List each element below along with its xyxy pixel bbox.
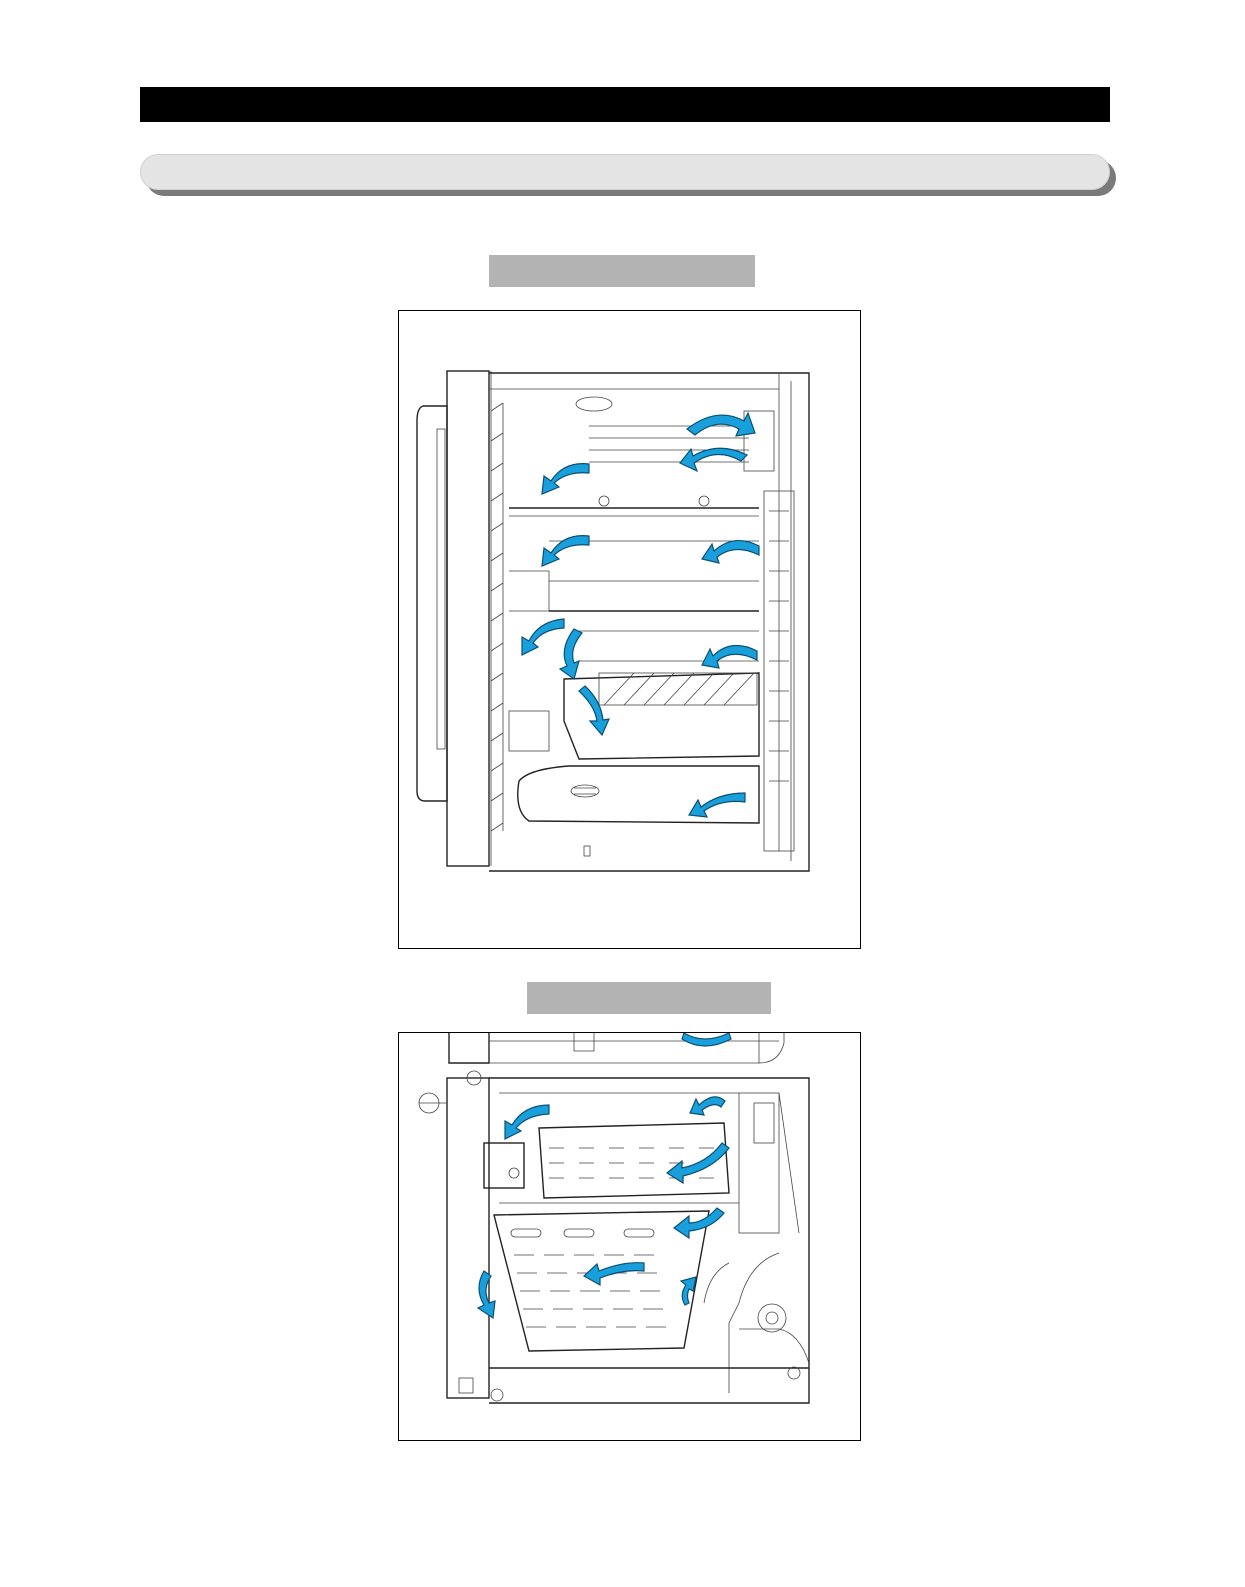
- handle-grip: [437, 429, 445, 749]
- airflow-arrows: [478, 1033, 731, 1318]
- figure-2-airflow-diagram: [399, 1033, 860, 1440]
- evaporator-housing: [704, 1093, 799, 1393]
- figure-1-caption-bar: [489, 255, 755, 287]
- cabinet-outline: [489, 1078, 809, 1403]
- wheel-icon: [491, 1389, 503, 1401]
- header-bar: [140, 87, 1110, 122]
- arrow-icon: [478, 1271, 495, 1318]
- wheel-icon: [788, 1367, 800, 1379]
- door-outline: [447, 371, 489, 866]
- door-bin: [509, 711, 549, 751]
- arrow-icon: [560, 629, 582, 679]
- arrow-icon: [505, 1105, 549, 1139]
- arrow-icon: [680, 448, 747, 471]
- figure-1-airflow-diagram: [399, 311, 860, 948]
- bottom-tray: [518, 766, 759, 823]
- door-hatch: [491, 403, 503, 831]
- ice-bin: [539, 1123, 729, 1198]
- upper-door-edge: [449, 1033, 489, 1063]
- arrow-icon: [522, 619, 564, 655]
- arrow-icon: [687, 413, 755, 436]
- arrow-icon: [584, 1263, 644, 1285]
- arrow-icon: [689, 793, 745, 817]
- crisper-drawer: [564, 673, 759, 759]
- fan-icon: [758, 1304, 786, 1332]
- arrow-icon: [690, 1097, 725, 1115]
- ice-chute: [484, 1143, 524, 1188]
- arrow-icon: [702, 541, 759, 563]
- arrow-icon: [542, 536, 589, 566]
- door-handle-outline: [417, 406, 447, 801]
- arrow-icon: [674, 1208, 724, 1238]
- arrow-icon: [542, 464, 589, 494]
- figure-2-frame: [398, 1032, 861, 1441]
- arrow-icon: [579, 686, 609, 735]
- freezer-basket: [494, 1211, 709, 1351]
- figure-1-frame: [398, 310, 861, 949]
- arrow-icon: [702, 646, 757, 668]
- cabinet-outline: [489, 373, 809, 871]
- freezer-door-outline: [447, 1078, 489, 1398]
- foot: [584, 846, 590, 856]
- arrow-icon: [682, 1033, 731, 1046]
- section-pill: [140, 154, 1110, 190]
- figure-2-caption-bar: [527, 982, 771, 1014]
